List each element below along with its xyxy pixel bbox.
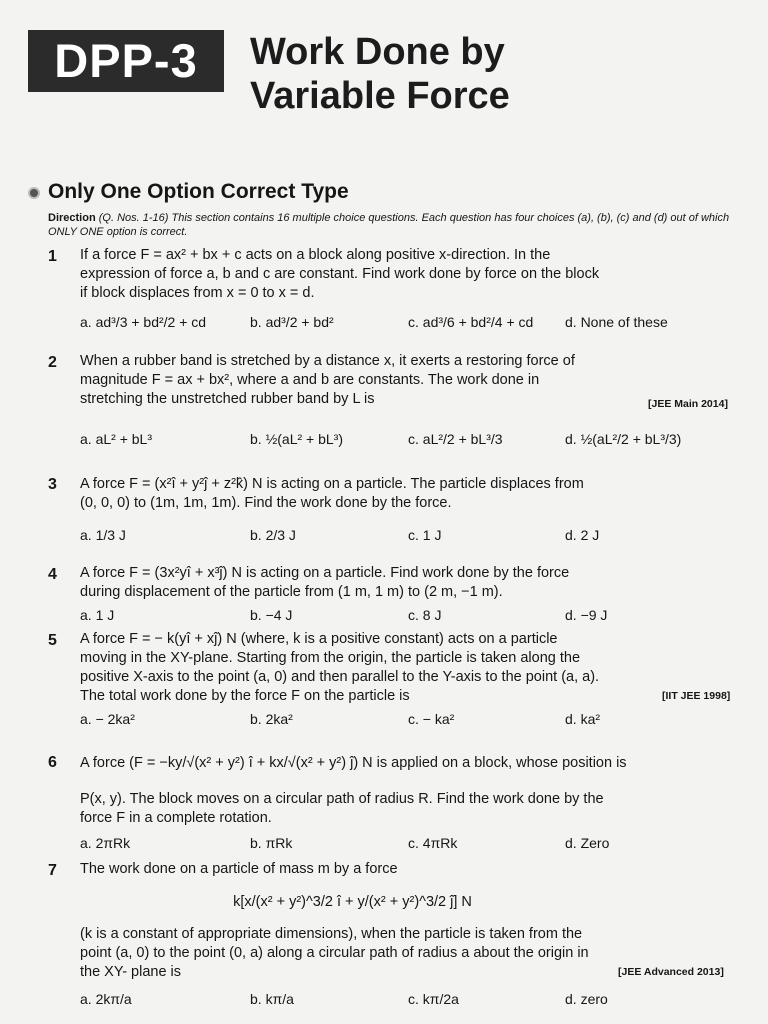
- question-number: 2: [48, 354, 57, 371]
- option-b[interactable]: b. ½(aL² + bL³): [250, 431, 343, 447]
- option-b[interactable]: b. −4 J: [250, 607, 293, 623]
- option-d[interactable]: d. 2 J: [565, 527, 600, 543]
- section-title: Only One Option Correct Type: [48, 180, 349, 203]
- page-title-line1: Work Done by: [250, 31, 505, 73]
- page-title-line2: Variable Force: [250, 75, 510, 117]
- question-number: 1: [48, 248, 57, 265]
- question-text: A force F = (x²î + y²ĵ + z²k̂) N is acting on a particle. The particle displaces from (0, 0, 0) to (1m, 1m, 1m). Find the work done by the force.: [80, 476, 584, 511]
- question-number: 3: [48, 476, 57, 493]
- option-c[interactable]: c. 8 J: [408, 607, 442, 623]
- exam-tag: [JEE Advanced 2013]: [618, 966, 724, 978]
- option-b[interactable]: b. kπ/a: [250, 991, 294, 1007]
- option-c[interactable]: c. 4πRk: [408, 835, 458, 851]
- question-text: If a force F = ax² + bx + c acts on a block along positive x-direction. In the expression of force a, b and c are constant. Find work done by force on the block if block displaces from x = 0 to x = d.: [80, 247, 600, 301]
- exam-tag: [JEE Main 2014]: [648, 398, 728, 410]
- dpp-badge: DPP-3: [28, 30, 224, 92]
- option-d[interactable]: d. −9 J: [565, 607, 608, 623]
- option-a[interactable]: a. ad³/3 + bd²/2 + cd: [80, 314, 207, 330]
- option-d[interactable]: d. None of these: [565, 314, 668, 330]
- question-text: The work done on a particle of mass m by a force k[x/(x² + y²)^3/2 î + y/(x² + y²)^3/2 ĵ] N (k is a constant of appropriate dimensions), when the particle is taken from the point (a, 0) to the point (0, a) along a circular path of radius a about the origin in the XY- plane is: [80, 861, 589, 980]
- option-d[interactable]: d. ½(aL²/2 + bL³/3): [565, 431, 682, 447]
- option-a[interactable]: a. − 2ka²: [80, 711, 135, 727]
- option-d[interactable]: d. zero: [565, 991, 608, 1007]
- question-number: 7: [48, 862, 57, 879]
- option-c[interactable]: c. 1 J: [408, 527, 442, 543]
- question-number: 4: [48, 566, 57, 583]
- option-d[interactable]: d. Zero: [565, 835, 610, 851]
- question-number: 5: [48, 632, 57, 649]
- exam-tag: [IIT JEE 1998]: [662, 690, 731, 702]
- option-d[interactable]: d. ka²: [565, 711, 601, 727]
- option-b[interactable]: b. 2/3 J: [250, 527, 296, 543]
- option-c[interactable]: c. aL²/2 + bL³/3: [408, 431, 503, 447]
- option-c[interactable]: c. ad³/6 + bd²/4 + cd: [408, 314, 534, 330]
- bullet-icon: [28, 187, 40, 199]
- question-text: When a rubber band is stretched by a distance x, it exerts a restoring force of magnitude F = ax + bx², where a and b are constants. The work done in stretching the unstretched rubber band by L is: [80, 353, 575, 407]
- direction-text: Direction (Q. Nos. 1-16) This section contains 16 multiple choice questions. Each question has four choices (a), (b), (c) and (d) out of which ONLY ONE option is correct.: [48, 212, 730, 238]
- question-text: A force F = (3x²yî + x³ĵ) N is acting on a particle. Find work done by the force during displacement of the particle from (1 m, 1 m) to (2 m, −1 m).: [80, 565, 570, 600]
- option-b[interactable]: b. πRk: [250, 835, 293, 851]
- question-text: A force F = − k(yî + xĵ) N (where, k is a positive constant) acts on a particle moving in the XY-plane. Starting from the origin, the particle is taken along the positive X-axis to the point (a, 0) and then parallel to the Y-axis to the point (a, a). The total work done by the force F on the particle is: [80, 631, 600, 704]
- option-a[interactable]: a. 2πRk: [80, 835, 131, 851]
- option-a[interactable]: a. 1/3 J: [80, 527, 126, 543]
- option-c[interactable]: c. kπ/2a: [408, 991, 459, 1007]
- option-b[interactable]: b. ad³/2 + bd²: [250, 314, 334, 330]
- question-number: 6: [48, 754, 57, 771]
- question-text: A force (F = −ky/√(x² + y²) î + kx/√(x² + y²) ĵ) N is applied on a block, whose position is P(x, y). The block moves on a circular path of radius R. Find the work done by the force F in a complete rotation.: [80, 755, 627, 826]
- option-a[interactable]: a. aL² + bL³: [80, 431, 152, 447]
- option-b[interactable]: b. 2ka²: [250, 711, 293, 727]
- option-c[interactable]: c. − ka²: [408, 711, 455, 727]
- option-a[interactable]: a. 1 J: [80, 607, 115, 623]
- option-a[interactable]: a. 2kπ/a: [80, 991, 132, 1007]
